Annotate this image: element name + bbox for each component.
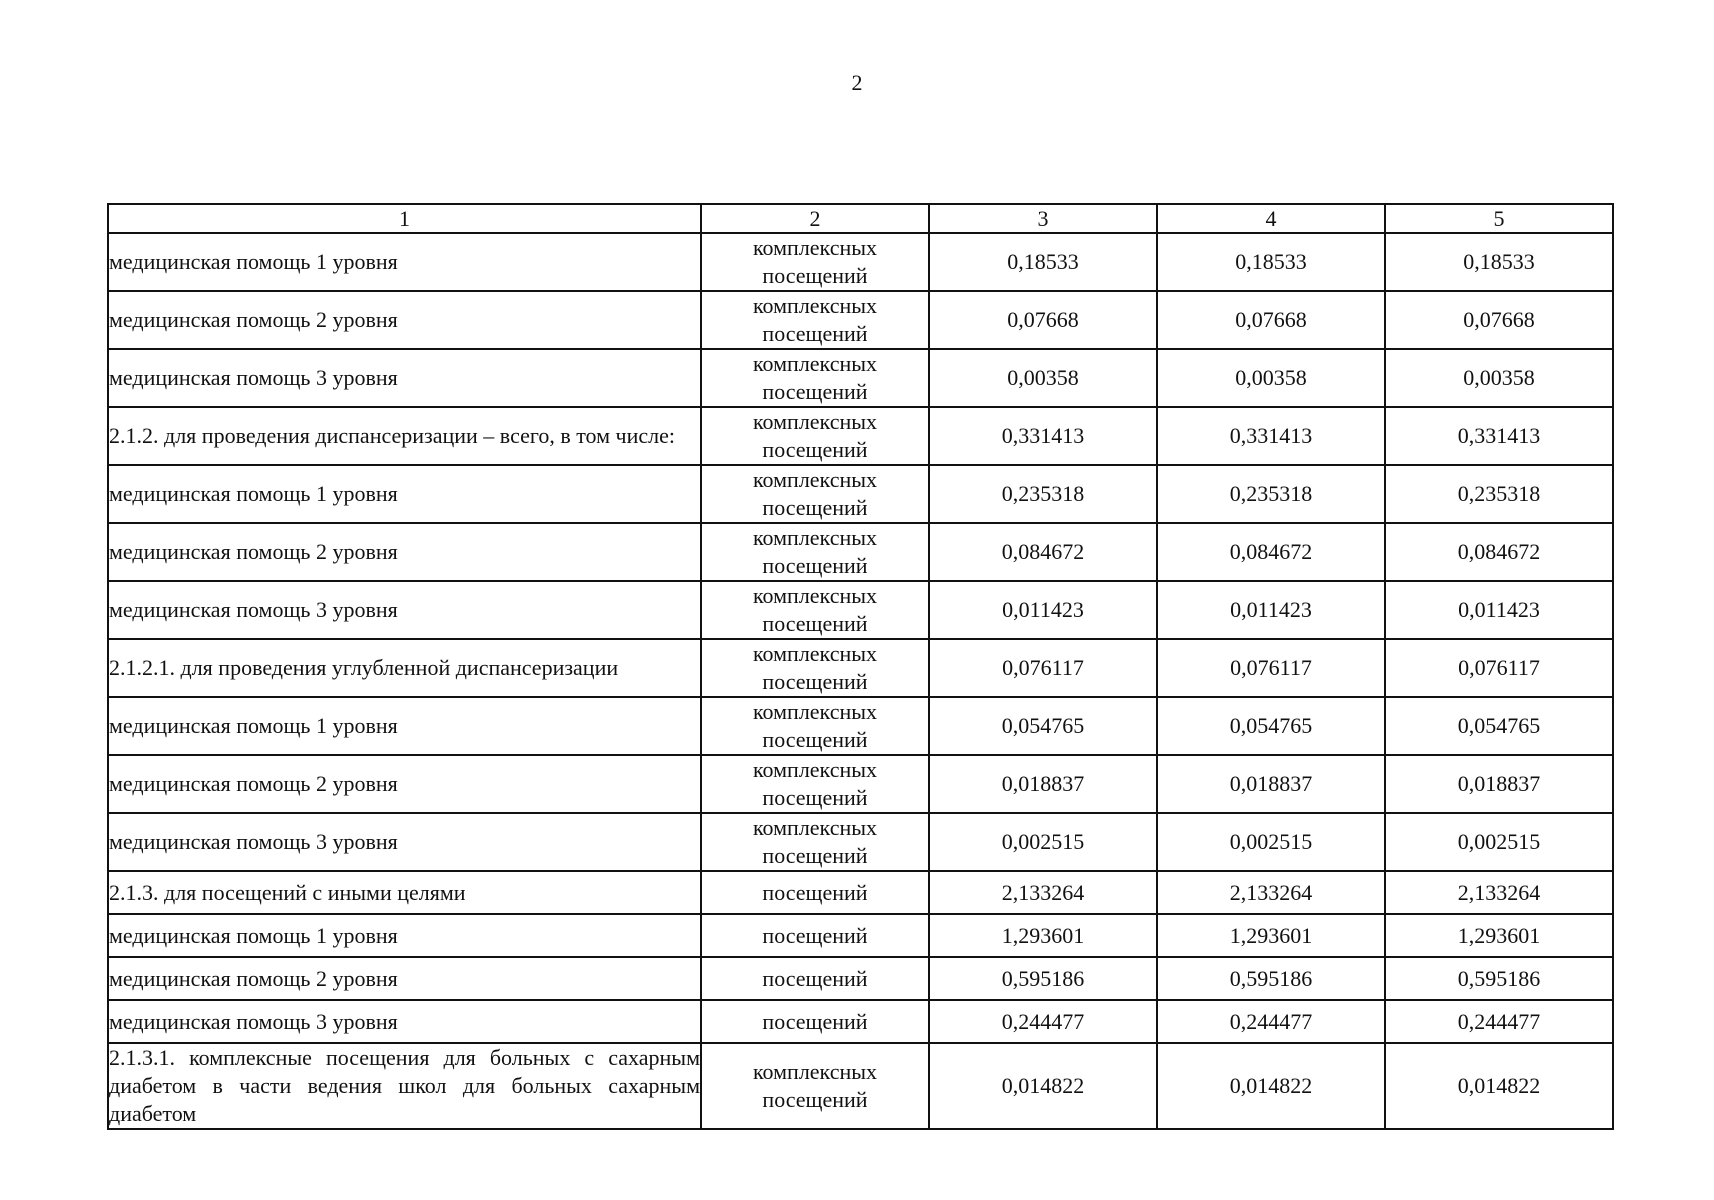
- row-value-col3: 0,07668: [929, 291, 1157, 349]
- row-value-col4: 0,331413: [1157, 407, 1385, 465]
- row-value-col4: 2,133264: [1157, 871, 1385, 914]
- table-row: [108, 349, 1613, 407]
- row-value-col5: 0,054765: [1385, 697, 1613, 755]
- row-name-cell: медицинская помощь 2 уровня: [108, 523, 701, 581]
- row-value-col4: 1,293601: [1157, 914, 1385, 957]
- row-value-col5: 0,084672: [1385, 523, 1613, 581]
- table-row: [108, 291, 1613, 349]
- row-name-cell: медицинская помощь 1 уровня: [108, 233, 701, 291]
- row-value-col3: 1,293601: [929, 914, 1157, 957]
- row-value-col4: 0,054765: [1157, 697, 1385, 755]
- row-unit-cell: комплексных посещений: [701, 813, 929, 871]
- row-value-col5: 1,293601: [1385, 914, 1613, 957]
- row-name-cell: медицинская помощь 3 уровня: [108, 1000, 701, 1043]
- row-unit-cell: посещений: [701, 871, 929, 914]
- row-unit-cell: комплексных посещений: [701, 697, 929, 755]
- row-unit-cell: комплексных посещений: [701, 233, 929, 291]
- table-row: [108, 914, 1613, 957]
- row-value-col5: 0,07668: [1385, 291, 1613, 349]
- table-row: [108, 871, 1613, 914]
- row-value-col3: 0,076117: [929, 639, 1157, 697]
- row-name-cell: 2.1.3. для посещений с иными целями: [108, 871, 701, 914]
- table-row: [108, 813, 1613, 871]
- row-value-col4: 0,011423: [1157, 581, 1385, 639]
- row-unit-cell: посещений: [701, 914, 929, 957]
- row-value-col4: 0,014822: [1157, 1043, 1385, 1129]
- row-value-col3: 0,331413: [929, 407, 1157, 465]
- table-row: [108, 755, 1613, 813]
- row-name-cell: медицинская помощь 1 уровня: [108, 465, 701, 523]
- column-header: 3: [929, 204, 1157, 233]
- row-value-col5: 0,595186: [1385, 957, 1613, 1000]
- row-value-col3: 0,595186: [929, 957, 1157, 1000]
- table-row: [108, 407, 1613, 465]
- row-value-col4: 0,00358: [1157, 349, 1385, 407]
- row-value-col5: 0,014822: [1385, 1043, 1613, 1129]
- table-row: [108, 233, 1613, 291]
- row-value-col5: 0,244477: [1385, 1000, 1613, 1043]
- row-value-col4: 0,084672: [1157, 523, 1385, 581]
- row-value-col3: 2,133264: [929, 871, 1157, 914]
- table-row: [108, 523, 1613, 581]
- row-value-col4: 0,244477: [1157, 1000, 1385, 1043]
- row-unit-cell: комплексных посещений: [701, 349, 929, 407]
- row-name-cell: медицинская помощь 3 уровня: [108, 581, 701, 639]
- row-value-col5: 0,00358: [1385, 349, 1613, 407]
- row-value-col3: 0,002515: [929, 813, 1157, 871]
- row-unit-cell: посещений: [701, 957, 929, 1000]
- row-value-col3: 0,244477: [929, 1000, 1157, 1043]
- row-name-cell: медицинская помощь 2 уровня: [108, 957, 701, 1000]
- row-name-cell: медицинская помощь 3 уровня: [108, 813, 701, 871]
- row-value-col3: 0,014822: [929, 1043, 1157, 1129]
- row-name-cell: 2.1.2.1. для проведения углубленной диспансеризации: [108, 639, 701, 697]
- row-name-cell: медицинская помощь 2 уровня: [108, 755, 701, 813]
- column-header: 1: [108, 204, 701, 233]
- row-name-cell: медицинская помощь 1 уровня: [108, 914, 701, 957]
- row-value-col5: 0,331413: [1385, 407, 1613, 465]
- table-row: [108, 697, 1613, 755]
- table-row: [108, 581, 1613, 639]
- row-value-col4: 0,018837: [1157, 755, 1385, 813]
- row-value-col4: 0,595186: [1157, 957, 1385, 1000]
- row-value-col5: 2,133264: [1385, 871, 1613, 914]
- row-name-cell: медицинская помощь 2 уровня: [108, 291, 701, 349]
- table-row: [108, 465, 1613, 523]
- row-unit-cell: комплексных посещений: [701, 407, 929, 465]
- column-header: 4: [1157, 204, 1385, 233]
- row-value-col5: 0,18533: [1385, 233, 1613, 291]
- row-value-col5: 0,076117: [1385, 639, 1613, 697]
- page-number: 2: [851, 70, 863, 95]
- column-header: 5: [1385, 204, 1613, 233]
- row-value-col5: 0,011423: [1385, 581, 1613, 639]
- row-value-col3: 0,018837: [929, 755, 1157, 813]
- row-unit-cell: комплексных посещений: [701, 291, 929, 349]
- row-name-cell: 2.1.2. для проведения диспансеризации – всего, в том числе:: [108, 407, 701, 465]
- row-unit-cell: комплексных посещений: [701, 581, 929, 639]
- row-value-col3: 0,011423: [929, 581, 1157, 639]
- row-unit-cell: комплексных посещений: [701, 1043, 929, 1129]
- row-value-col5: 0,018837: [1385, 755, 1613, 813]
- row-value-col4: 0,07668: [1157, 291, 1385, 349]
- row-value-col3: 0,084672: [929, 523, 1157, 581]
- row-value-col4: 0,002515: [1157, 813, 1385, 871]
- row-name-cell: 2.1.3.1. комплексные посещения для больных с сахарным диабетом в части ведения школ для больных сахарным диабетом: [108, 1043, 701, 1129]
- table-row: [108, 1043, 1613, 1129]
- row-value-col4: 0,235318: [1157, 465, 1385, 523]
- row-unit-cell: комплексных посещений: [701, 465, 929, 523]
- row-unit-cell: комплексных посещений: [701, 523, 929, 581]
- row-value-col4: 0,18533: [1157, 233, 1385, 291]
- row-unit-cell: комплексных посещений: [701, 639, 929, 697]
- row-name-cell: медицинская помощь 3 уровня: [108, 349, 701, 407]
- row-value-col4: 0,076117: [1157, 639, 1385, 697]
- row-value-col3: 0,054765: [929, 697, 1157, 755]
- table-header-row: [108, 204, 1613, 233]
- data-table: [107, 203, 1614, 1130]
- table-row: [108, 639, 1613, 697]
- table-row: [108, 957, 1613, 1000]
- row-name-cell: медицинская помощь 1 уровня: [108, 697, 701, 755]
- row-unit-cell: комплексных посещений: [701, 755, 929, 813]
- row-unit-cell: посещений: [701, 1000, 929, 1043]
- row-value-col3: 0,18533: [929, 233, 1157, 291]
- row-value-col3: 0,235318: [929, 465, 1157, 523]
- row-value-col5: 0,002515: [1385, 813, 1613, 871]
- table-row: [108, 1000, 1613, 1043]
- row-value-col5: 0,235318: [1385, 465, 1613, 523]
- column-header: 2: [701, 204, 929, 233]
- row-value-col3: 0,00358: [929, 349, 1157, 407]
